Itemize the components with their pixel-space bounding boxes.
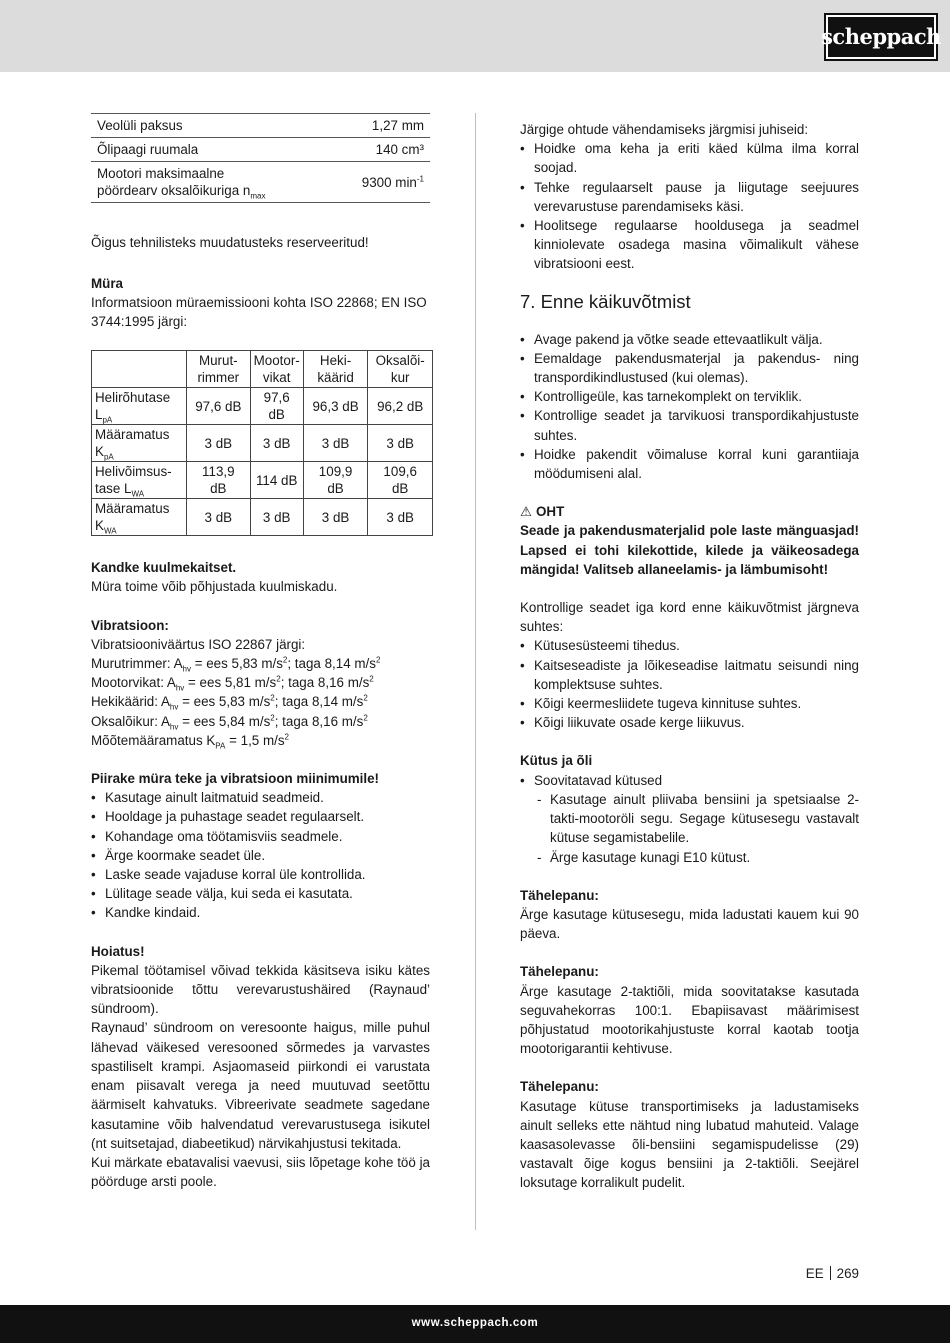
- table-row: [92, 425, 433, 462]
- vibration-line: Oksalõikur: $A_{hv}$ = ees 5,84 $m/s^2$; taga 8,16 $m/s^2$: [91, 713, 368, 732]
- brand-logo: scheppach: [824, 13, 938, 61]
- noise-heading: Müra: [91, 275, 123, 291]
- list-item: • Kõigi keermesliidete tugeva kinnituse suhtes.: [520, 694, 859, 713]
- table-cell: 3 dB: [368, 499, 433, 536]
- minimize-list: [91, 788, 430, 922]
- list-item: • Lülitage seade välja, kui seda ei kasutata.: [91, 884, 430, 903]
- column-header: Murut- rimmer: [187, 351, 251, 388]
- list-item: • Kandke kindaid.: [91, 903, 430, 922]
- vibration-tips-list: [520, 139, 859, 273]
- spec-label: [91, 162, 331, 203]
- header-bar: [0, 0, 950, 72]
- danger-title: OHT: [536, 504, 565, 520]
- spec-value-sup: -1: [416, 174, 424, 184]
- hearing-title: Kandke kuulmekaitset.: [91, 560, 237, 576]
- list-item: • Tehke regulaarselt pause ja liigutage seejuures verevarustuse parendamiseks käsi.: [520, 178, 859, 216]
- vibration-intro: Vibratsiooniväärtus ISO 22867 järgi:: [91, 636, 306, 652]
- row-label: Määramatus $K_{pA}$: [92, 425, 187, 462]
- list-item: • Eemaldage pakendusmaterjal ja pakendus- ning transpordikindlustused (kui olemas).: [520, 349, 859, 387]
- list-item: - Ärge kasutage kunagi E10 kütust.: [520, 848, 859, 867]
- table-row: [92, 462, 433, 499]
- vibration-line: Murutrimmer: $A_{hv}$ = ees 5,83 $m/s^2$; taga 8,14 $m/s^2$: [91, 655, 381, 674]
- note-text: Kasutage kütuse transportimiseks ja ladustamiseks ainult selleks ette nähtud ning lubatud mahuteid. Valage kaasasolevasse õli-bensiini segamispudelisse (29) vastavalt õige kogus bensiini ja 2-taktiõli. Seejärel loksutage korralikult pudelit.: [520, 1098, 859, 1191]
- spec-label: Veolüli paksus: [91, 114, 331, 138]
- table-corner: [92, 351, 187, 388]
- table-cell: 3 dB: [368, 425, 433, 462]
- list-item: • Laske seade vajaduse korral üle kontrollida.: [91, 865, 430, 884]
- check-intro: Kontrollige seadet iga kord enne käikuvõtmist järgneva suhtes:: [520, 600, 859, 635]
- minimize-heading: Piirake müra teke ja vibratsioon miinimumile!: [91, 771, 379, 787]
- table-row: [91, 138, 430, 162]
- language-code: EE: [805, 1266, 824, 1281]
- warning-paragraph: Raynaud’ sündroom on veresoonte haigus, mille puhul lähevad väikesed veresooned sõrmedes ja varvastes spastiliselt krampi. Asjaomaseid piirkondi ei varustata enam piisavalt verega ja need muutuvad seetõttu äärmiselt kahvatuks. Vibreerivate seadmete sagedane kasutamine võib halvendatud verevarustusega isikutel (nt suitsetajad, diabeetikud) närvikahjustusi tekitada.: [91, 1020, 430, 1151]
- table-cell: 3 dB: [303, 499, 368, 536]
- commissioning-list: [520, 330, 859, 484]
- list-item: • Kütusesüsteemi tihedus.: [520, 636, 859, 655]
- list-item: • Hoidke oma keha ja eriti käed külma ilma korral soojad.: [520, 139, 859, 177]
- column-header: Oksalõi- kur: [368, 351, 433, 388]
- row-label: Helivõimsus- tase $L_{WA}$: [92, 462, 187, 499]
- noise-intro: Informatsioon müraemissiooni kohta ISO 22868; EN ISO 3744:1995 järgi:: [91, 294, 427, 330]
- table-cell: 113,9 dB: [187, 462, 251, 499]
- danger-text: Seade ja pakendusmaterjalid pole laste mänguasjad! Lapsed ei tohi kilekottide, kilede ja väikeosadega mängida! Valitseb allaneelamis- ja lämbumisoht!: [520, 523, 859, 577]
- list-item: • Kõigi liikuvate osade kerge liikuvus.: [520, 713, 859, 732]
- table-header-row: [92, 351, 433, 388]
- list-item: • Hoolitsege regulaarse hooldusega ja seadmel kinniolevate osadega masina võimalikult vähese vibratsiooni eest.: [520, 216, 859, 274]
- table-cell: 96,2 dB: [368, 388, 433, 425]
- column-header: Mootor- vikat: [250, 351, 303, 388]
- table-cell: 3 dB: [303, 425, 368, 462]
- spec-label: Õlipaagi ruumala: [91, 138, 331, 162]
- section-title: 7. Enne käikuvõtmist: [520, 290, 691, 312]
- vibration-uncertainty: Mõõtemääramatus $K_{PA} = 1,5$ $m/s^2$: [91, 732, 289, 751]
- list-item: • Ärge koormake seadet üle.: [91, 846, 430, 865]
- fuel-heading: Kütus ja õli: [520, 753, 593, 769]
- hearing-text: Müra toime võib põhjustada kuulmiskadu.: [91, 579, 338, 595]
- fuel-sub-list: [520, 790, 859, 867]
- list-item: • Kontrolligeüle, kas tarnekomplekt on terviklik.: [520, 387, 859, 406]
- warning-paragraph: Kui märkate ebatavalisi vaevusi, siis lõpetage kohe töö ja pöörduge arsti poole.: [91, 1154, 430, 1190]
- spec-value: 140 cm³: [331, 138, 430, 162]
- danger-heading: [520, 502, 859, 521]
- table-cell: 3 dB: [250, 499, 303, 536]
- vibration-heading: Vibratsioon:: [91, 617, 169, 633]
- row-label: Helirõhutase $L_{pA}$: [92, 388, 187, 425]
- page-number: [806, 1264, 859, 1283]
- table-cell: 3 dB: [250, 425, 303, 462]
- warning-paragraph: Pikemal töötamisel võivad tekkida käsitseva isiku kätes vibratsioonide tõttu verevarustushäired (Raynaud’ sündroom).: [91, 962, 430, 1017]
- list-item: • Hoidke pakendit võimaluse korral kuni garantiiaja möödumiseni alal.: [520, 445, 859, 483]
- footer-url[interactable]: www.scheppach.com: [411, 1317, 539, 1330]
- column-header: Heki- käärid: [303, 351, 368, 388]
- separator: [830, 1266, 831, 1280]
- list-item: • Soovitatavad kütused - Kasutage ainult pliivaba bensiini ja spetsiaalse 2-takti-mootoröli segu. Segage kütusesegu vastavalt kütuse segamistabelile. - Ärge kasutage kunagi E10 kütust.: [520, 771, 859, 867]
- spec-label-line2: pöördearv oksalõikuriga n: [97, 183, 251, 199]
- list-item: • Kohandage oma töötamisviis seadmele.: [91, 827, 430, 846]
- table-cell: 3 dB: [187, 425, 251, 462]
- table-cell: 109,9 dB: [303, 462, 368, 499]
- list-item: - Kasutage ainult pliivaba bensiini ja spetsiaalse 2-takti-mootoröli segu. Segage kütusesegu vastavalt kütuse segamistabelile.: [520, 790, 859, 848]
- fuel-list: [520, 771, 859, 867]
- spec-label-sub: max: [250, 192, 266, 202]
- table-cell: 114 dB: [250, 462, 303, 499]
- table-row: [92, 499, 433, 536]
- vibration-tips-intro: Järgige ohtude vähendamiseks järgmisi juhiseid:: [520, 122, 809, 137]
- spec-value: [331, 162, 430, 203]
- table-row: [92, 388, 433, 425]
- spec-table: [91, 113, 430, 203]
- column-divider: [475, 113, 476, 1230]
- row-label: Määramatus $K_{WA}$: [92, 499, 187, 536]
- list-item: • Kasutage ainult laitmatuid seadmeid.: [91, 788, 430, 807]
- right-column: [520, 120, 859, 1193]
- warning-triangle-icon: ⚠: [520, 504, 533, 520]
- table-row: [91, 162, 430, 203]
- list-item: • Avage pakend ja võtke seade ettevaatlikult välja.: [520, 330, 859, 349]
- vibration-line: Mootorvikat: $A_{hv}$ = ees 5,81 $m/s^2$; taga 8,16 $m/s^2$: [91, 674, 374, 693]
- footer-bar: [0, 1305, 950, 1343]
- spec-label-line1: Mootori maksimaalne: [97, 166, 225, 182]
- note-title: Tähelepanu:: [520, 1079, 599, 1095]
- check-list: [520, 636, 859, 732]
- table-cell: 109,6 dB: [368, 462, 433, 499]
- list-item: • Hooldage ja puhastage seadet regulaarselt.: [91, 807, 430, 826]
- table-cell: 97,6 dB: [250, 388, 303, 425]
- list-item: • Kontrollige seadet ja tarvikuosi transpordikahjustuste suhtes.: [520, 406, 859, 444]
- table-row: [91, 114, 430, 138]
- note-title: Tähelepanu:: [520, 887, 599, 903]
- table-cell: 3 dB: [187, 499, 251, 536]
- vibration-line: Hekikäärid: $A_{hv}$ = ees 5,83 $m/s^2$; taga 8,14 $m/s^2$: [91, 693, 368, 713]
- noise-table: [91, 350, 433, 536]
- table-cell: 96,3 dB: [303, 388, 368, 425]
- note-title: Tähelepanu:: [520, 964, 599, 980]
- rights-note: Õigus tehnilisteks muudatusteks reserveeritud!: [91, 235, 369, 251]
- table-cell: 97,6 dB: [187, 388, 251, 425]
- page-number-value: 269: [836, 1266, 859, 1281]
- spec-value: 1,27 mm: [331, 114, 430, 138]
- spec-value-text: 9300 min: [361, 174, 417, 190]
- note-text: Ärge kasutage 2-taktiõli, mida soovitatakse kasutada seguvahekorras 100:1. Ebapiisavast määrimisest põhjustatud mootorikahjustuste korral kaotab tootja mootorigarantii kehtivuse.: [520, 983, 859, 1057]
- warning-heading: Hoiatus!: [91, 943, 145, 959]
- note-text: Ärge kasutage kütusesegu, mida ladustati kauem kui 90 päeva.: [520, 906, 859, 942]
- list-item: • Kaitseseadiste ja lõikeseadise laitmatu seisundi ning komplektsuse suhtes.: [520, 656, 859, 694]
- left-column: [91, 113, 430, 1191]
